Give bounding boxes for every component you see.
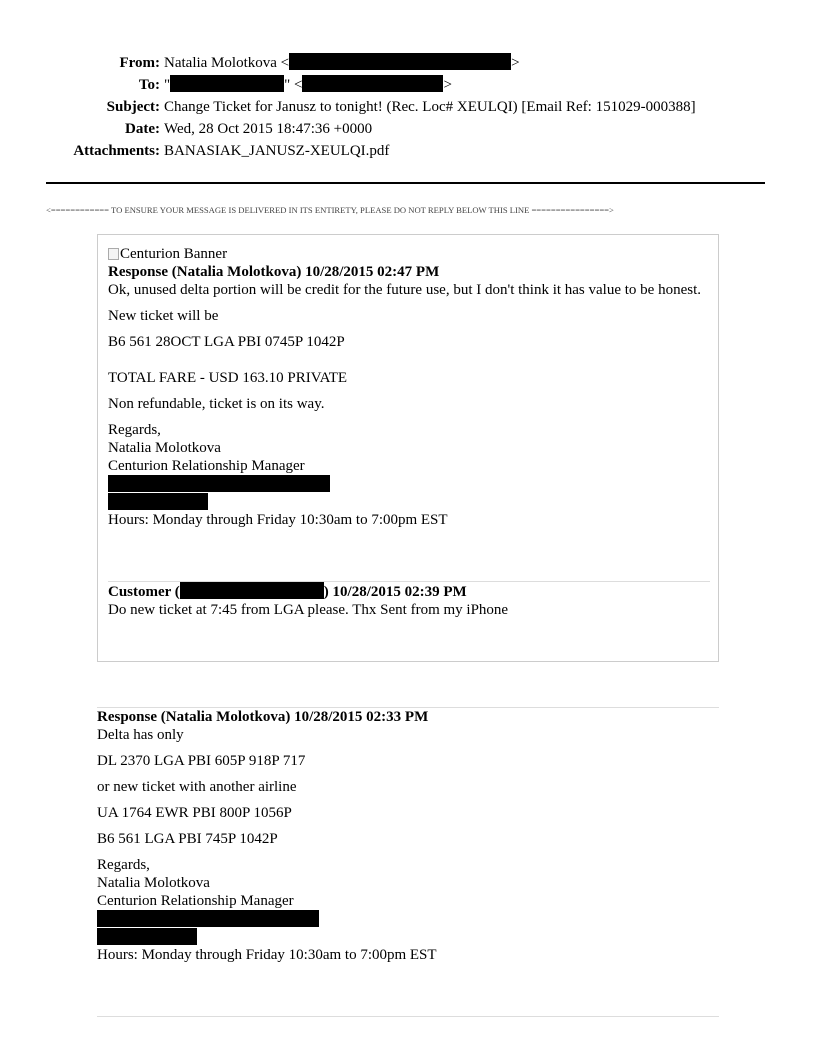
signature-name: Natalia Molotkova [97, 875, 210, 891]
message-line: or new ticket with another airline [97, 779, 297, 795]
attachments-label: Attachments: [73, 143, 160, 159]
signature-title: Centurion Relationship Manager [97, 893, 294, 909]
header-divider [46, 182, 765, 184]
banner-alt-text: Centurion Banner [120, 246, 228, 262]
message-line: DL 2370 LGA PBI 605P 918P 717 [97, 753, 306, 769]
customer-label: Customer ( [108, 584, 180, 600]
regards: Regards, [97, 857, 150, 873]
hours: Hours: Monday through Friday 10:30am to 7:00pm EST [97, 947, 437, 963]
message-line: Delta has only [97, 727, 184, 743]
from-label: From: [119, 55, 160, 71]
redacted-contact [97, 910, 319, 927]
reply-notice: <============ TO ENSURE YOUR MESSAGE IS DELIVERED IN ITS ENTIRETY, PLEASE DO NOT REPLY BELOW THIS LINE ================> [46, 205, 614, 215]
redacted-customer [180, 582, 324, 599]
customer-heading [108, 582, 710, 601]
message-line: Non refundable, ticket is on its way. [108, 396, 325, 412]
subject-value: Change Ticket for Janusz to tonight! (Rec. Loc# XEULQI) [Email Ref: 151029-000388] [164, 99, 696, 115]
attachment-file: BANASIAK_JANUSZ-XEULQI.pdf [164, 143, 390, 159]
signature-block [108, 421, 710, 529]
message-line: B6 561 28OCT LGA PBI 0745P 1042P [108, 334, 345, 350]
message-line: UA 1764 EWR PBI 800P 1056P [97, 805, 292, 821]
redacted-line [108, 475, 710, 493]
to-mid: " < [284, 77, 303, 93]
message-line: B6 561 LGA PBI 745P 1042P [97, 831, 278, 847]
redacted-contact [108, 475, 330, 492]
response-heading: Response (Natalia Molotkova) 10/28/2015 02:33 PM [97, 709, 429, 725]
to-value [164, 74, 452, 96]
subject-row [0, 96, 816, 118]
to-open: " [164, 77, 171, 93]
from-end: > [511, 55, 520, 71]
quoted-message-box [97, 234, 719, 662]
signature-name: Natalia Molotkova [108, 440, 221, 456]
regards: Regards, [108, 422, 161, 438]
response-heading: Response (Natalia Molotkova) 10/28/2015 02:47 PM [108, 264, 440, 280]
banner-image [108, 245, 710, 263]
redacted-contact [108, 493, 208, 510]
redacted-name [170, 75, 284, 92]
hours: Hours: Monday through Friday 10:30am to 7:00pm EST [108, 512, 448, 528]
customer-message: Do new ticket at 7:45 from LGA please. Thx Sent from my iPhone [108, 602, 509, 618]
earlier-response [97, 707, 719, 964]
attachments-row [0, 140, 816, 162]
signature-block [97, 856, 719, 964]
from-row [0, 52, 816, 74]
redacted-line [97, 910, 719, 928]
from-name: Natalia Molotkova < [164, 55, 290, 71]
broken-image-icon [108, 248, 119, 260]
redacted-email [289, 53, 511, 70]
message-line: TOTAL FARE - USD 163.10 PRIVATE [108, 370, 348, 386]
to-row [0, 74, 816, 96]
message-line: Ok, unused delta portion will be credit for the future use, but I don't think it has value to be honest. [108, 282, 701, 298]
redacted-contact [97, 928, 197, 945]
date-row [0, 118, 816, 140]
signature-title: Centurion Relationship Manager [108, 458, 305, 474]
from-value [164, 52, 520, 74]
subject-label: Subject: [106, 99, 160, 115]
date-label: Date: [125, 121, 160, 137]
to-end: > [443, 77, 452, 93]
message-line: New ticket will be [108, 308, 219, 324]
message-separator [97, 1016, 719, 1017]
redacted-line [108, 493, 710, 511]
to-label: To: [138, 77, 160, 93]
redacted-email [302, 75, 443, 92]
email-header [0, 52, 816, 162]
date-value: Wed, 28 Oct 2015 18:47:36 +0000 [164, 121, 373, 137]
redacted-line [97, 928, 719, 946]
customer-date: ) 10/28/2015 02:39 PM [323, 584, 467, 600]
